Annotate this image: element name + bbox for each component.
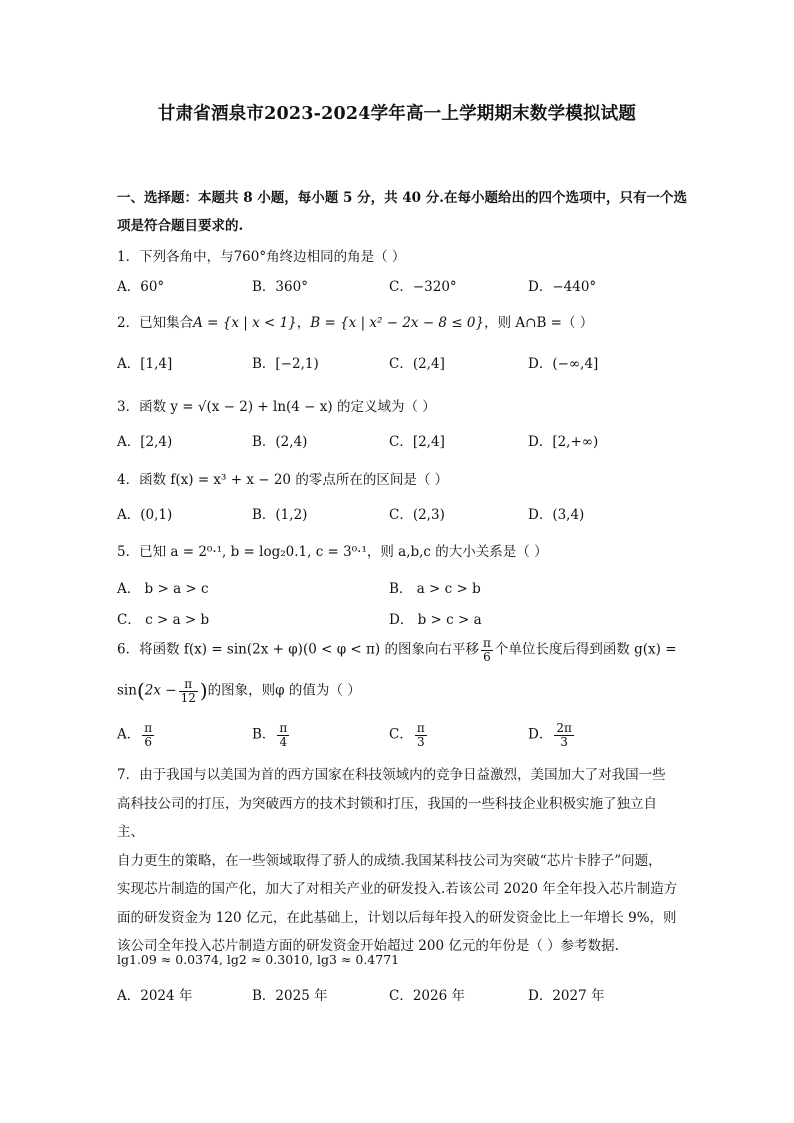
question-5-option-d: D． b > c > a <box>389 612 482 628</box>
set-a-expression: A = {x | x < 1} <box>193 315 297 331</box>
question-1-option-b: B．360° <box>252 279 308 295</box>
question-1-option-d: D．−440° <box>528 279 597 295</box>
question-4-option-c: C．(2,3) <box>389 507 445 523</box>
question-7-line3: 自力更生的策略，在一些领域取得了骄人的成绩.我国某科技公司为突破“芯片卡脖子”问题， <box>117 852 662 869</box>
option-b-denominator: 4 <box>279 734 288 749</box>
question-5-option-c: C． c > a > b <box>117 612 210 628</box>
question-2-prefix: 2．已知集合 <box>117 315 194 331</box>
section-heading-line1: 一、选择题：本题共 8 小题，每小题 5 分，共 40 分.在每小题给出的四个选项中，只有一个选 <box>117 190 687 206</box>
argument-fraction <box>179 678 198 704</box>
shift-fraction <box>481 637 493 663</box>
option-d-denominator: 3 <box>560 734 568 749</box>
option-a-fraction <box>142 722 154 748</box>
question-3-option-b: B．(2,4) <box>252 434 308 450</box>
question-4-option-d: D．(3,4) <box>528 507 585 523</box>
question-6-prefix: 6．将函数 f(x) = sin(2x + φ)(0 < φ < π) 的图象向右平移 <box>117 641 479 658</box>
question-3-option-d: D．[2,+∞) <box>528 434 599 450</box>
question-5-option-a: A． b > a > c <box>117 581 209 597</box>
question-6-line2-suffix: 的图象，则φ 的值为（ ） <box>207 682 361 699</box>
question-7-option-d: D．2027 年 <box>528 988 605 1004</box>
question-1-stem: 1．下列各角中，与760°角终边相同的角是（ ） <box>117 249 406 265</box>
option-d-label: D． <box>528 726 553 743</box>
option-b-numerator: π <box>279 721 288 735</box>
option-a-numerator: π <box>144 721 153 735</box>
question-1-option-a: A．60° <box>117 279 165 295</box>
option-c-denominator: 3 <box>416 734 425 749</box>
question-3-stem: 3．函数 y = √(x − 2) + ln(4 − x) 的定义域为（ ） <box>117 399 436 415</box>
question-4-option-a: A．(0,1) <box>117 507 173 523</box>
question-4-stem: 4．函数 f(x) = x³ + x − 20 的零点所在的区间是（ ） <box>117 472 449 488</box>
shift-numerator: π <box>482 636 491 650</box>
question-2-option-b: B．[−2,1) <box>252 356 319 372</box>
question-6-option-d <box>528 722 576 748</box>
question-2-option-c: C．(2,4] <box>389 356 445 372</box>
page-title: 甘肃省酒泉市2023-2024学年高一上学期期末数学模拟试题 <box>157 104 637 124</box>
option-d-fraction <box>554 722 574 748</box>
left-paren: ( <box>136 678 145 703</box>
question-6-option-b <box>252 722 291 748</box>
question-7-line6: 该公司全年投入芯片制造方面的研发资金开始超过 200 亿元的年份是（ ）参考数据. <box>117 938 619 954</box>
argument-numerator: π <box>179 678 198 692</box>
option-c-fraction <box>415 722 427 748</box>
right-paren: ) <box>199 678 208 703</box>
question-4-option-b: B．(1,2) <box>252 507 308 523</box>
question-6-suffix: 个单位长度后得到函数 g(x) = <box>494 641 677 658</box>
question-6-option-c <box>389 722 429 748</box>
question-2-suffix: ，则 A∩B =（ ） <box>484 315 594 331</box>
option-c-label: C． <box>389 726 413 743</box>
question-2-option-a: A．[1,4] <box>117 356 173 372</box>
question-7-option-a: A．2024 年 <box>117 988 193 1004</box>
argument-denominator: 12 <box>180 690 196 705</box>
option-d-numerator: 2π <box>556 721 572 735</box>
question-3-option-c: C．[2,4] <box>389 434 445 450</box>
question-5-option-b: B． a > c > b <box>389 581 481 597</box>
question-7-line4: 实现芯片制造的国产化，加大了对相关产业的研发投入.若该公司 2020 年全年投入芯片制造方 <box>117 881 678 897</box>
question-7-option-c: C．2026 年 <box>389 988 465 1004</box>
question-6-stem-line2 <box>117 678 361 704</box>
shift-denominator: 6 <box>483 649 491 664</box>
option-a-label: A． <box>117 726 141 743</box>
sin-argument: 2x − <box>144 682 177 699</box>
question-7-line1: 7．由于我国与以美国为首的西方国家在科技领域内的竞争日益激烈，美国加大了对我国一些 <box>117 767 666 783</box>
question-3-option-a: A．[2,4) <box>117 434 173 450</box>
section-heading-line2: 项是符合题目要求的. <box>117 218 244 234</box>
question-7-stem <box>117 761 682 961</box>
question-7-reference-data: lg1.09 ≈ 0.0374, lg2 ≈ 0.3010, lg3 ≈ 0.4771 <box>117 952 400 967</box>
option-b-fraction <box>277 722 289 748</box>
question-7-line5: 面的研发资金为 120 亿元，在此基础上，计划以后每年投入的研发资金比上一年增长 9%，则 <box>117 909 677 926</box>
question-1-option-c: C．−320° <box>389 279 457 295</box>
question-2-stem <box>117 311 593 331</box>
question-6-stem-line1 <box>117 637 677 663</box>
option-c-numerator: π <box>416 721 425 735</box>
question-7-line2: 高科技公司的打压，为突破西方的技术封锁和打压，我国的一些科技企业积极实施了独立自主、 <box>117 795 657 840</box>
question-7-option-b: B．2025 年 <box>252 988 328 1004</box>
question-2-separator: ， <box>296 315 311 331</box>
set-b-expression: B = {x | x² − 2x − 8 ≤ 0} <box>310 315 485 331</box>
question-6-option-a <box>117 722 156 748</box>
option-a-denominator: 6 <box>144 734 153 749</box>
sin-label: sin <box>117 682 137 699</box>
option-b-label: B． <box>252 726 276 743</box>
question-5-stem: 5．已知 a = 2⁰·¹, b = log₂0.1, c = 3⁰·¹，则 a,b,c 的大小关系是（ ） <box>117 544 548 560</box>
question-2-option-d: D．(−∞,4] <box>528 356 599 372</box>
